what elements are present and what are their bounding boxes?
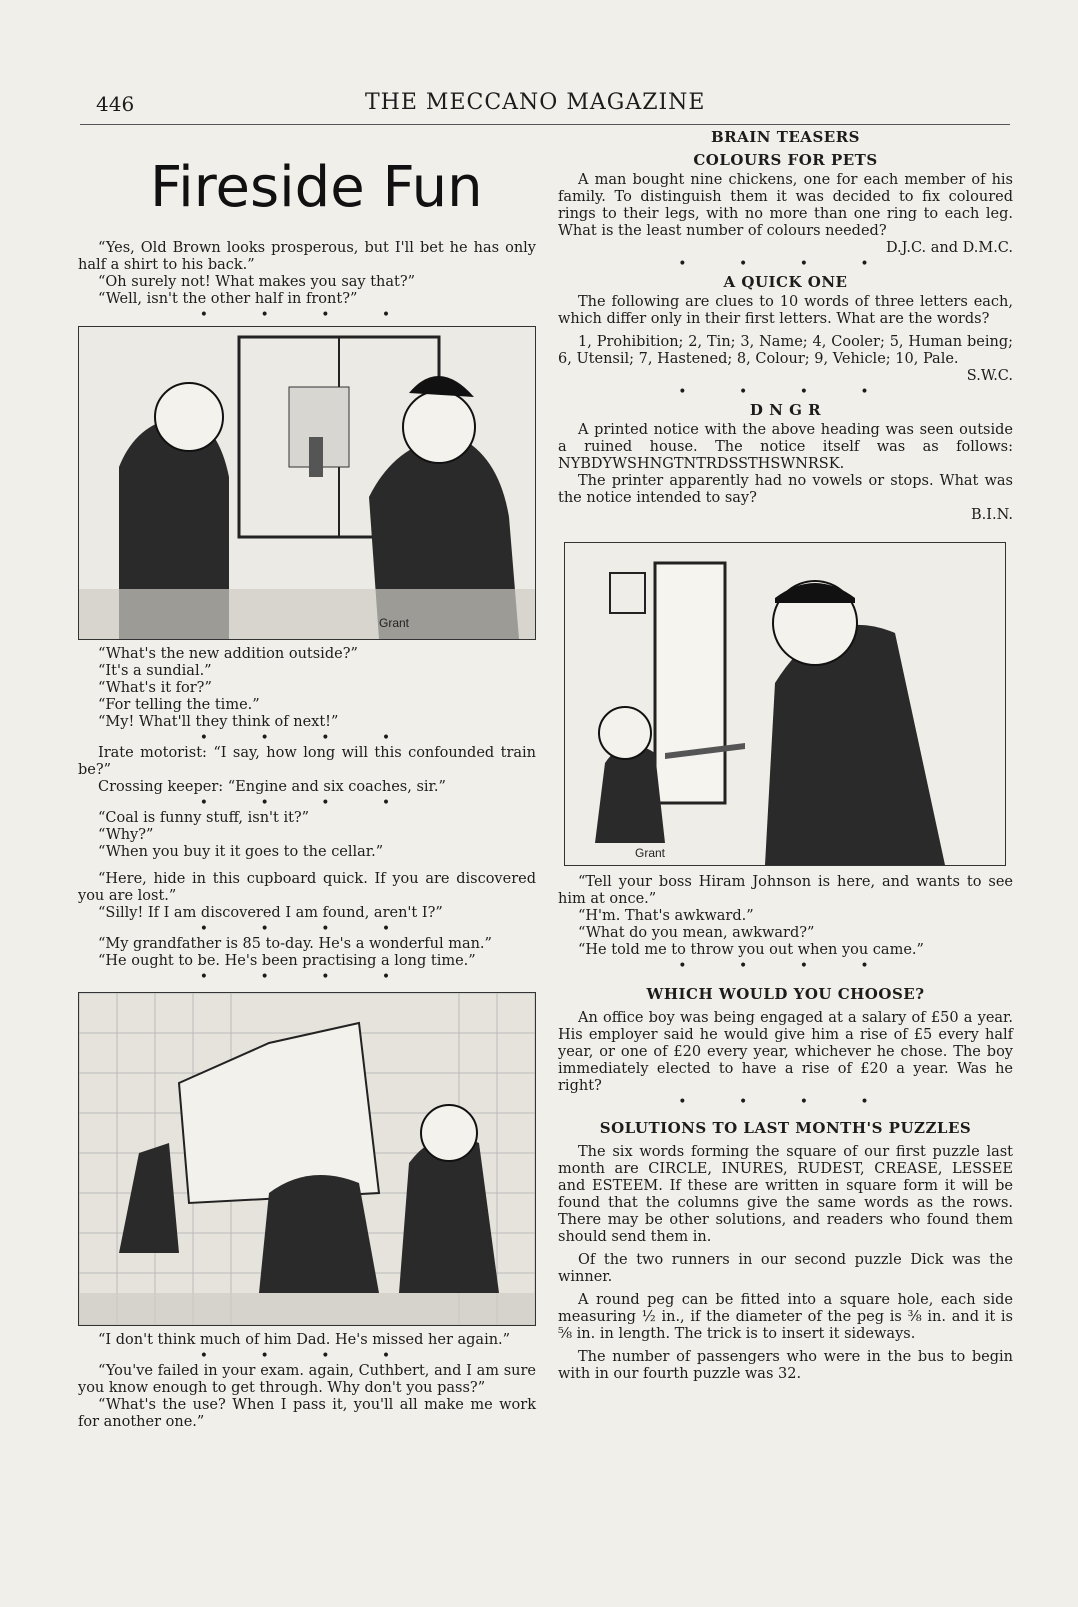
artist-signature: Grant: [379, 616, 410, 630]
joke-2: “What's the new addition outside?” “It's a sundial.” “What's it for?” “For telling the time.” “My! What'll they think of next!”: [98, 646, 358, 730]
joke-8: “You've failed in your exam. again, Cuthbert, and I am sure you know enough to get through. Why don't you pass?” “What's the use? When I pass it, you'll all make me work for another one.”: [78, 1363, 536, 1430]
separator-stars: • • • •: [199, 969, 415, 985]
fireside-fun-column: [78, 130, 536, 1431]
dngr-text-2: The printer apparently had no vowels or stops. What was the notice intended to say?: [558, 473, 1013, 506]
colours-for-pets-signature: D.J.C. and D.M.C.: [885, 240, 1013, 256]
brain-teasers-heading: BRAIN TEASERS: [710, 128, 861, 146]
quick-one-clues: 1, Prohibition; 2, Tin; 3, Name; 4, Cooler; 5, Human being; 6, Utensil; 7, Hastened; 8, Colour; 9, Vehicle; 10, Pale.: [558, 334, 1013, 367]
artist-signature: Grant: [635, 846, 666, 860]
cartoon-hiram-johnson-illustration: [565, 543, 1005, 865]
joke-6: “My grandfather is 85 to-day. He's a wonderful man.” “He ought to be. He's been practising a long time.”: [98, 936, 492, 969]
separator-stars: • • • •: [199, 921, 415, 937]
joke-5: “Here, hide in this cupboard quick. If you are discovered you are lost.” “Silly! If I am discovered I am found, aren't I?”: [78, 871, 536, 921]
separator-stars: • • • •: [678, 958, 893, 974]
page-number: 446: [96, 92, 135, 116]
dngr-signature: B.I.N.: [971, 507, 1013, 523]
magazine-title: THE MECCANO MAGAZINE: [365, 90, 706, 115]
cartoon-caption-jokes: “Tell your boss Hiram Johnson is here, and wants to see him at once.” “H'm. That's awkward.” “What do you mean, awkward?” “He told me to throw you out when you came.”: [558, 874, 1013, 958]
solution-paragraph: The six words forming the square of our first puzzle last month are CIRCLE, INURES, RUDEST, CREASE, LESSEE and ESTEEM. If these are written in square form it will be found that the columns give the same words as the rows. There may be other solutions, and readers who found them should send them in.: [558, 1144, 1013, 1245]
cartoon-shooting-gallery: [78, 992, 536, 1326]
separator-stars: • • • •: [199, 795, 415, 811]
fireside-fun-title: Fireside Fun: [150, 155, 483, 220]
dngr-text-1: A printed notice with the above heading was seen outside a ruined house. The notice itself was as follows: NYBDYWSHNGTNTRDSSTHSWNRSK.: [558, 422, 1013, 472]
solution-paragraph: The number of passengers who were in the bus to begin with in our fourth puzzle was 32.: [558, 1349, 1013, 1382]
joke-7: “I don't think much of him Dad. He's missed her again.”: [98, 1332, 511, 1348]
solutions-heading: SOLUTIONS TO LAST MONTH'S PUZZLES: [599, 1119, 972, 1137]
colours-for-pets-heading: COLOURS FOR PETS: [693, 151, 878, 169]
separator-stars: • • • •: [199, 307, 415, 323]
joke-1: “Yes, Old Brown looks prosperous, but I'll bet he has only half a shirt to his back.” “Oh surely not! What makes you say that?” “Well, isn't the other half in front?”: [78, 240, 536, 307]
quick-one-signature: S.W.C.: [966, 368, 1013, 384]
joke-3: Irate motorist: “I say, how long will this confounded train be?” Crossing keeper: “Engine and six coaches, sir.”: [78, 745, 536, 795]
solution-paragraph: A round peg can be fitted into a square hole, each side measuring ½ in., if the diameter of the peg is ⅜ in. and it is ⅝ in. in length. The trick is to insert it sideways.: [558, 1292, 1013, 1342]
quick-one-text: The following are clues to 10 words of three letters each, which differ only in their first letters. What are the words?: [558, 294, 1013, 327]
colours-for-pets-text: A man bought nine chickens, one for each member of his family. To distinguish them it was decided to fix coloured rings to their legs, with no more than one ring to each leg. What is the least number of colours needed?: [558, 172, 1013, 239]
dngr-heading: D N G R: [749, 401, 822, 419]
page-header: [80, 88, 1010, 125]
separator-stars: • • • •: [199, 1348, 415, 1364]
joke-4: “Coal is funny stuff, isn't it?” “Why?” “When you buy it it goes to the cellar.”: [98, 810, 384, 860]
separator-stars: • • • •: [678, 1094, 893, 1110]
which-would-you-choose-heading: WHICH WOULD YOU CHOOSE?: [646, 985, 925, 1003]
separator-stars: • • • •: [678, 256, 893, 272]
quick-one-heading: A QUICK ONE: [723, 273, 848, 291]
cartoon-shooting-gallery-illustration: [79, 993, 535, 1325]
separator-stars: • • • •: [678, 384, 893, 400]
solution-paragraph: Of the two runners in our second puzzle Dick was the winner.: [558, 1252, 1013, 1285]
brain-teasers-column: [558, 126, 1013, 1383]
cartoon-hiram-johnson: [564, 542, 1006, 866]
cartoon-sundial: [78, 326, 536, 640]
cartoon-sundial-illustration: [79, 327, 535, 639]
which-would-you-choose-text: An office boy was being engaged at a salary of £50 a year. His employer said he would give him a rise of £5 every half year, or one of £20 every year, whichever he chose. The boy immediately elected to have a rise of £20 a year. Was he right?: [558, 1010, 1013, 1094]
separator-stars: • • • •: [199, 730, 415, 746]
